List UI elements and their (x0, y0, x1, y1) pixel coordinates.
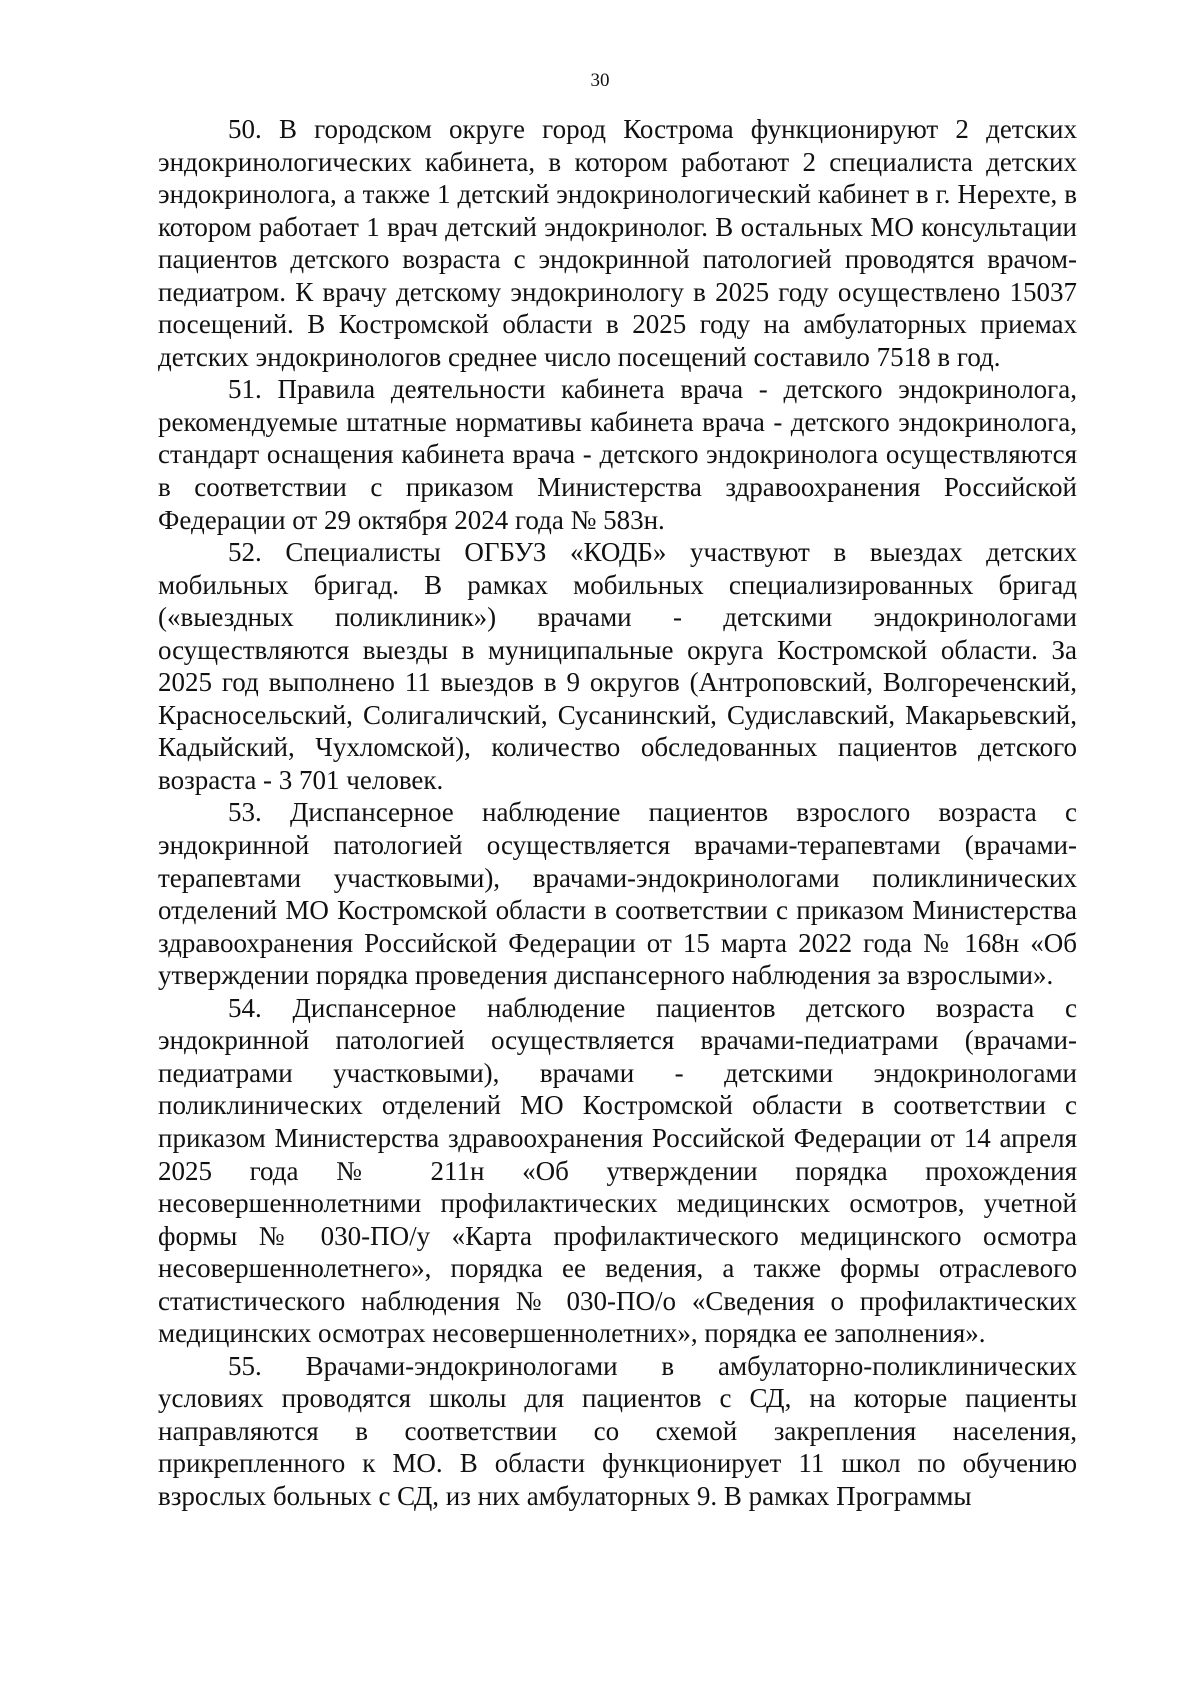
paragraph-54: 54. Диспансерное наблюдение пациентов детского возраста с эндокринной патологией осуществляется врачами-педиатрами (врачами-педиатрами участковыми), врачами - детскими эндокринологами поликлинических отделений МО Костромской области в соответствии с приказом Министерства здравоохранения Российской Федерации от 14 апреля 2025 года № 211н «Об утверждении порядка прохождения несовершеннолетними профилактических медицинских осмотров, учетной формы № 030-ПО/у «Карта профилактического медицинского осмотра несовершеннолетнего», порядка ее ведения, а также формы отраслевого статистического наблюдения № 030-ПО/о «Сведения о профилактических медицинских осмотрах несовершеннолетних», порядка ее заполнения». (158, 992, 1077, 1349)
paragraph-51: 51. Правила деятельности кабинета врача - детского эндокринолога, рекомендуемые штатные нормативы кабинета врача - детского эндокринолога, стандарт оснащения кабинета врача - детского эндокринолога осуществляются в соответствии с приказом Министерства здравоохранения Российской Федерации от 29 октября 2024 года № 583н. (158, 374, 1077, 535)
paragraph-55: 55. Врачами-эндокринологами в амбулаторно-поликлинических условиях проводятся школы для пациентов с СД, на которые пациенты направляются в соответствии со схемой закрепления населения, прикрепленного к МО. В области функционирует 11 школ по обучению взрослых больных с СД, из них амбулаторных 9. В рамках Программы (158, 1350, 1077, 1511)
document-body (158, 113, 1077, 1513)
paragraph-52: 52. Специалисты ОГБУЗ «КОДБ» участвуют в выездах детских мобильных бригад. В рамках мобильных специализированных бригад («выездных поликлиник») врачами - детскими эндокринологами осуществляются выезды в муниципальные округа Костромской области. За 2025 год выполнено 11 выездов в 9 округов (Антроповский, Волгореченский, Красносельский, Солигаличский, Сусанинский, Судиславский, Макарьевский, Кадыйский, Чухломской), количество обследованных пациентов детского возраста - 3 701 человек. (158, 537, 1077, 795)
page-number: 30 (590, 70, 610, 91)
paragraph-50: 50. В городском округе город Кострома функционируют 2 детских эндокринологических кабинета, в котором работают 2 специалиста детских эндокринолога, а также 1 детский эндокринологический кабинет в г. Нерехте, в котором работает 1 врач детский эндокринолог. В остальных МО консультации пациентов детского возраста с эндокринной патологией проводятся врачом-педиатром. К врачу детскому эндокринологу в 2025 году осуществлено 15037 посещений. В Костромской области в 2025 году на амбулаторных приемах детских эндокринологов среднее число посещений составило 7518 в год. (158, 114, 1077, 372)
paragraph-53: 53. Диспансерное наблюдение пациентов взрослого возраста с эндокринной патологией осуществляется врачами-терапевтами (врачами-терапевтами участковыми), врачами-эндокринологами поликлинических отделений МО Костромской области в соответствии с приказом Министерства здравоохранения Российской Федерации от 15 марта 2022 года № 168н «Об утверждении порядка проведения диспансерного наблюдения за взрослыми». (158, 797, 1077, 991)
